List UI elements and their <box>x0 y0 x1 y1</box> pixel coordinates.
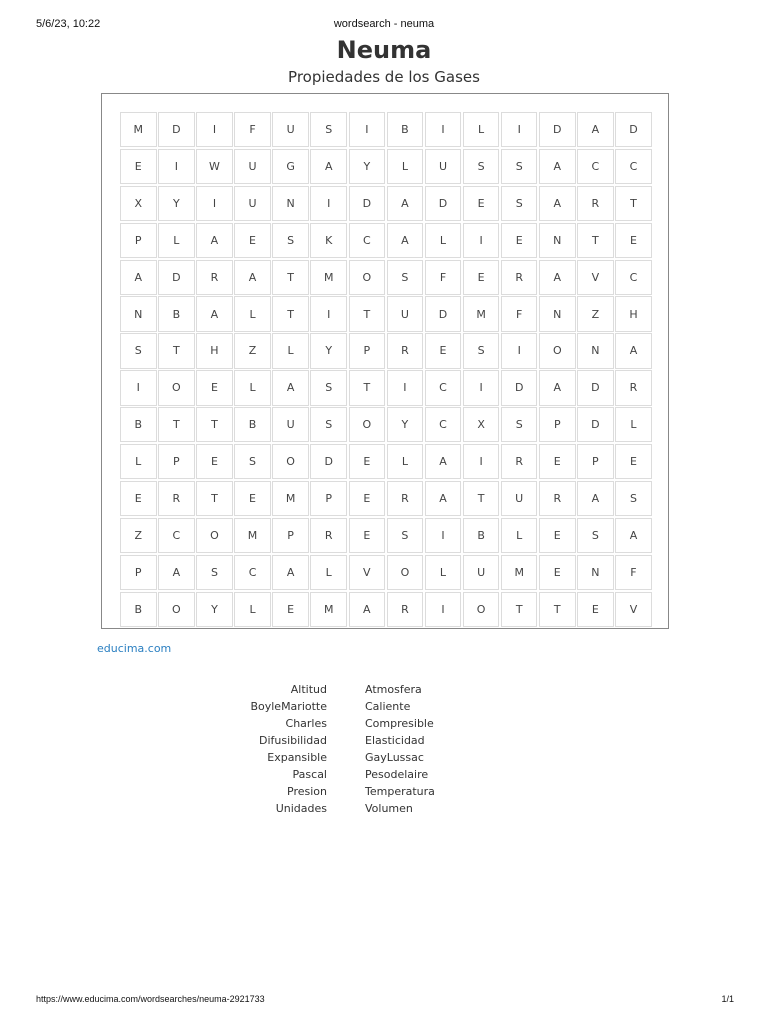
grid-cell: I <box>349 112 386 147</box>
grid-cell: A <box>349 592 386 627</box>
grid-cell: M <box>272 481 309 516</box>
grid-cell: S <box>501 186 538 221</box>
grid-cell: B <box>120 592 157 627</box>
grid-cell: N <box>272 186 309 221</box>
grid-cell: I <box>158 149 195 184</box>
grid-cell: A <box>577 112 614 147</box>
grid-cell: O <box>387 555 424 590</box>
grid-cell: L <box>615 407 652 442</box>
grid-cell: E <box>615 444 652 479</box>
grid-cell: L <box>234 296 271 331</box>
grid-cell: E <box>349 518 386 553</box>
grid-cell: Y <box>349 149 386 184</box>
grid-cell: A <box>387 223 424 258</box>
grid-cell: N <box>120 296 157 331</box>
grid-cell: H <box>196 333 233 368</box>
word-list-item: Expansible <box>267 751 327 764</box>
grid-cell: R <box>387 333 424 368</box>
grid-cell: S <box>501 149 538 184</box>
print-doc-title: wordsearch - neuma <box>333 18 435 30</box>
grid-cell: A <box>272 555 309 590</box>
grid-cell: I <box>425 112 462 147</box>
grid-cell: A <box>120 260 157 295</box>
grid-cell: L <box>234 370 271 405</box>
grid-cell: A <box>615 518 652 553</box>
grid-cell: S <box>234 444 271 479</box>
grid-cell: C <box>425 370 462 405</box>
grid-cell: L <box>387 149 424 184</box>
word-list-right-column <box>365 682 435 818</box>
grid-cell: A <box>539 370 576 405</box>
grid-cell: P <box>349 333 386 368</box>
grid-cell: A <box>577 481 614 516</box>
grid-cell: P <box>120 555 157 590</box>
grid-cell: D <box>577 407 614 442</box>
grid-cell: L <box>234 592 271 627</box>
grid-cell: E <box>615 223 652 258</box>
grid-cell: T <box>615 186 652 221</box>
grid-cell: S <box>615 481 652 516</box>
word-search-frame <box>101 93 669 629</box>
grid-cell: I <box>196 112 233 147</box>
grid-cell: Y <box>196 592 233 627</box>
page-subtitle: Propiedades de los Gases <box>288 68 480 86</box>
grid-cell: T <box>501 592 538 627</box>
grid-cell: E <box>425 333 462 368</box>
grid-cell: E <box>463 186 500 221</box>
grid-cell: D <box>539 112 576 147</box>
grid-cell: U <box>272 407 309 442</box>
grid-cell: I <box>310 186 347 221</box>
grid-cell: D <box>310 444 347 479</box>
grid-cell: N <box>539 223 576 258</box>
grid-cell: F <box>425 260 462 295</box>
grid-cell: D <box>577 370 614 405</box>
grid-cell: I <box>463 370 500 405</box>
grid-cell: X <box>463 407 500 442</box>
grid-cell: Y <box>158 186 195 221</box>
grid-cell: S <box>120 333 157 368</box>
grid-cell: A <box>196 223 233 258</box>
grid-cell: T <box>349 370 386 405</box>
grid-cell: I <box>463 444 500 479</box>
word-list-item: Caliente <box>365 700 411 713</box>
word-list-item: Presion <box>287 785 327 798</box>
grid-cell: I <box>501 112 538 147</box>
grid-cell: I <box>501 333 538 368</box>
grid-cell: U <box>463 555 500 590</box>
grid-cell: L <box>120 444 157 479</box>
grid-cell: D <box>425 296 462 331</box>
grid-cell: P <box>120 223 157 258</box>
grid-cell: O <box>158 592 195 627</box>
word-search-grid <box>120 112 652 627</box>
grid-cell: E <box>577 592 614 627</box>
grid-cell: V <box>349 555 386 590</box>
grid-cell: T <box>577 223 614 258</box>
grid-cell: A <box>425 481 462 516</box>
grid-cell: I <box>387 370 424 405</box>
grid-cell: A <box>539 260 576 295</box>
grid-cell: W <box>196 149 233 184</box>
grid-cell: H <box>615 296 652 331</box>
grid-cell: P <box>539 407 576 442</box>
grid-cell: T <box>196 407 233 442</box>
grid-cell: A <box>196 296 233 331</box>
grid-cell: O <box>349 260 386 295</box>
grid-cell: E <box>539 555 576 590</box>
word-list-item: Pascal <box>292 768 327 781</box>
grid-cell: S <box>310 370 347 405</box>
word-list-item: Altitud <box>290 683 327 696</box>
grid-cell: A <box>539 186 576 221</box>
grid-cell: L <box>158 223 195 258</box>
grid-cell: A <box>310 149 347 184</box>
grid-cell: E <box>196 444 233 479</box>
grid-cell: S <box>310 112 347 147</box>
grid-cell: E <box>196 370 233 405</box>
grid-cell: R <box>158 481 195 516</box>
grid-cell: I <box>196 186 233 221</box>
grid-cell: R <box>539 481 576 516</box>
grid-cell: E <box>501 223 538 258</box>
grid-cell: O <box>272 444 309 479</box>
grid-cell: S <box>501 407 538 442</box>
grid-cell: U <box>387 296 424 331</box>
grid-cell: X <box>120 186 157 221</box>
word-list-left-column <box>250 682 327 818</box>
grid-cell: B <box>387 112 424 147</box>
grid-cell: L <box>501 518 538 553</box>
grid-cell: A <box>425 444 462 479</box>
grid-cell: C <box>577 149 614 184</box>
grid-cell: N <box>577 333 614 368</box>
grid-cell: S <box>387 518 424 553</box>
grid-cell: T <box>272 296 309 331</box>
grid-cell: S <box>310 407 347 442</box>
grid-cell: N <box>577 555 614 590</box>
grid-cell: F <box>234 112 271 147</box>
grid-cell: A <box>539 149 576 184</box>
grid-cell: L <box>272 333 309 368</box>
grid-cell: G <box>272 149 309 184</box>
grid-cell: E <box>349 481 386 516</box>
grid-cell: R <box>387 592 424 627</box>
print-header <box>0 14 768 34</box>
grid-cell: C <box>615 149 652 184</box>
grid-cell: M <box>234 518 271 553</box>
grid-cell: E <box>120 481 157 516</box>
grid-cell: O <box>463 592 500 627</box>
grid-cell: E <box>539 444 576 479</box>
grid-cell: T <box>349 296 386 331</box>
grid-cell: Z <box>234 333 271 368</box>
grid-cell: L <box>463 112 500 147</box>
grid-cell: B <box>234 407 271 442</box>
grid-cell: Y <box>310 333 347 368</box>
grid-cell: P <box>272 518 309 553</box>
grid-cell: I <box>463 223 500 258</box>
print-page-number: 1/1 <box>721 994 734 1004</box>
grid-cell: T <box>158 333 195 368</box>
grid-cell: C <box>234 555 271 590</box>
grid-cell: L <box>387 444 424 479</box>
grid-cell: T <box>463 481 500 516</box>
grid-cell: V <box>577 260 614 295</box>
grid-cell: S <box>272 223 309 258</box>
grid-cell: C <box>425 407 462 442</box>
grid-cell: M <box>120 112 157 147</box>
grid-cell: E <box>120 149 157 184</box>
grid-cell: T <box>158 407 195 442</box>
grid-cell: U <box>425 149 462 184</box>
grid-cell: B <box>158 296 195 331</box>
grid-cell: U <box>234 186 271 221</box>
grid-cell: R <box>577 186 614 221</box>
grid-cell: D <box>425 186 462 221</box>
word-list-item: Elasticidad <box>365 734 425 747</box>
grid-cell: A <box>234 260 271 295</box>
grid-cell: M <box>463 296 500 331</box>
word-list-item: BoyleMariotte <box>250 700 327 713</box>
grid-cell: R <box>196 260 233 295</box>
word-list-item: Volumen <box>365 802 413 815</box>
word-list-item: Atmosfera <box>365 683 422 696</box>
grid-cell: L <box>425 223 462 258</box>
word-list-item: Unidades <box>275 802 327 815</box>
grid-cell: I <box>425 518 462 553</box>
grid-cell: P <box>310 481 347 516</box>
print-datetime: 5/6/23, 10:22 <box>36 18 101 30</box>
grid-cell: E <box>234 481 271 516</box>
page-title: Neuma <box>336 36 432 64</box>
grid-cell: Z <box>577 296 614 331</box>
grid-cell: P <box>158 444 195 479</box>
grid-cell: E <box>234 223 271 258</box>
grid-cell: D <box>158 112 195 147</box>
grid-cell: U <box>272 112 309 147</box>
grid-cell: A <box>158 555 195 590</box>
grid-cell: R <box>310 518 347 553</box>
grid-cell: S <box>196 555 233 590</box>
grid-cell: U <box>501 481 538 516</box>
grid-cell: Z <box>120 518 157 553</box>
grid-cell: D <box>158 260 195 295</box>
grid-cell: S <box>387 260 424 295</box>
word-list-item: GayLussac <box>365 751 424 764</box>
grid-cell: C <box>158 518 195 553</box>
grid-cell: E <box>539 518 576 553</box>
grid-cell: T <box>272 260 309 295</box>
grid-cell: D <box>501 370 538 405</box>
grid-cell: D <box>349 186 386 221</box>
grid-cell: N <box>539 296 576 331</box>
grid-cell: I <box>120 370 157 405</box>
grid-cell: P <box>577 444 614 479</box>
grid-cell: O <box>539 333 576 368</box>
word-list-item: Temperatura <box>365 785 435 798</box>
grid-cell: A <box>387 186 424 221</box>
source-link[interactable]: educima.com <box>97 642 172 655</box>
grid-cell: V <box>615 592 652 627</box>
grid-cell: R <box>615 370 652 405</box>
grid-cell: T <box>196 481 233 516</box>
grid-cell: O <box>158 370 195 405</box>
word-list-item: Difusibilidad <box>258 734 327 747</box>
grid-cell: E <box>349 444 386 479</box>
grid-cell: F <box>615 555 652 590</box>
grid-cell: I <box>310 296 347 331</box>
grid-cell: R <box>387 481 424 516</box>
grid-cell: M <box>310 260 347 295</box>
grid-cell: E <box>463 260 500 295</box>
grid-cell: L <box>310 555 347 590</box>
grid-cell: A <box>272 370 309 405</box>
grid-cell: M <box>501 555 538 590</box>
grid-cell: S <box>577 518 614 553</box>
grid-cell: O <box>196 518 233 553</box>
grid-cell: I <box>425 592 462 627</box>
grid-cell: F <box>501 296 538 331</box>
grid-cell: B <box>120 407 157 442</box>
grid-cell: M <box>310 592 347 627</box>
grid-cell: A <box>615 333 652 368</box>
grid-cell: L <box>425 555 462 590</box>
grid-cell: U <box>234 149 271 184</box>
word-list-item: Pesodelaire <box>365 768 429 781</box>
grid-cell: R <box>501 260 538 295</box>
grid-cell: O <box>349 407 386 442</box>
grid-cell: S <box>463 333 500 368</box>
grid-cell: E <box>272 592 309 627</box>
grid-cell: R <box>501 444 538 479</box>
grid-cell: B <box>463 518 500 553</box>
grid-cell: C <box>615 260 652 295</box>
grid-cell: K <box>310 223 347 258</box>
grid-cell: T <box>539 592 576 627</box>
print-footer <box>0 994 768 1010</box>
print-url: https://www.educima.com/wordsearches/neuma-2921733 <box>36 994 265 1004</box>
word-list-item: Charles <box>285 717 327 730</box>
grid-cell: S <box>463 149 500 184</box>
grid-cell: D <box>615 112 652 147</box>
grid-cell: Y <box>387 407 424 442</box>
word-list-item: Compresible <box>365 717 434 730</box>
grid-cell: C <box>349 223 386 258</box>
